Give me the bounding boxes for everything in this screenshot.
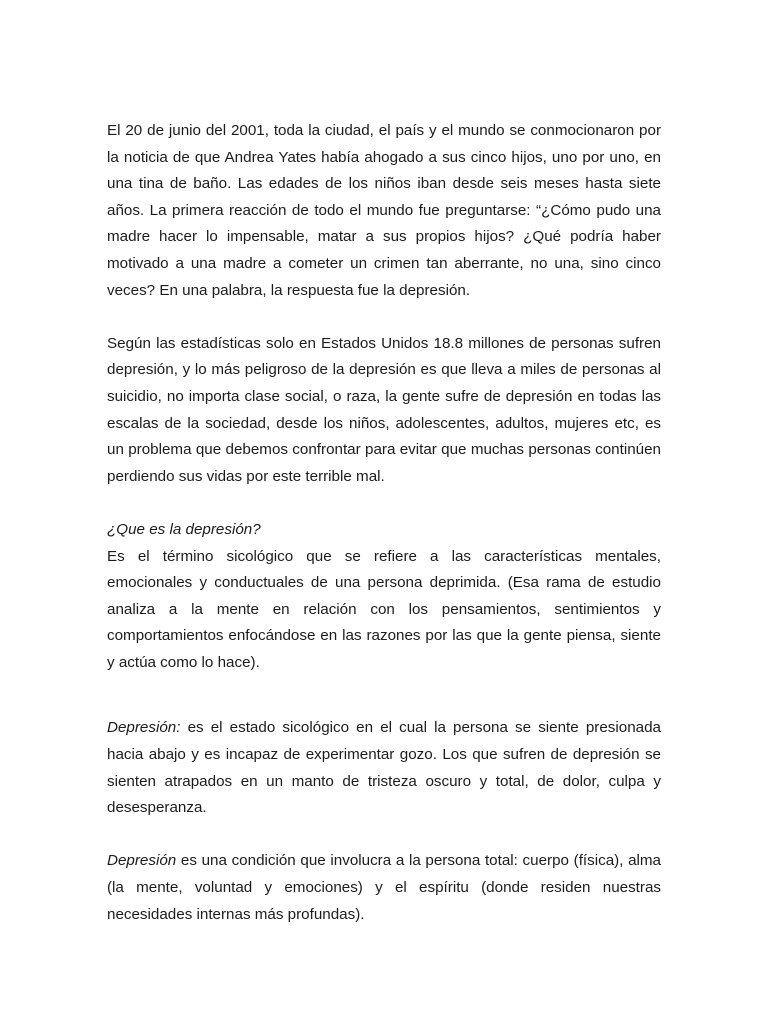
paragraph-statistics: Según las estadísticas solo en Estados Unidos 18.8 millones de personas sufren depresión, y lo más peligroso de la depresión es que lleva a miles de personas al suicidio, no importa clase social, o raza, la gente sufre de depresión en todas las escalas de la sociedad, desde los niños, adolescentes, adultos, mujeres etc, es un problema que debemos confrontar para evitar que muchas personas continúen perdiendo sus vidas por este terrible mal.: [107, 334, 661, 485]
paragraph-andrea-yates: El 20 de junio del 2001, toda la ciudad, el país y el mundo se conmocionaron por la noticia de que Andrea Yates había ahogado a sus cinco hijos, uno por uno, en una tina de baño. Las edades de los niños iban desde seis meses hasta siete años. La primera reacción de todo el mundo fue preguntarse: “¿Cómo pudo una madre hacer lo impensable, matar a sus propios hijos? ¿Qué podría haber motivado a una madre a cometer un crimen tan aberrante, no una, sino cinco veces? En una palabra, la respuesta fue la depresión.: [107, 122, 661, 299]
paragraph-depresion-state: [107, 715, 661, 821]
document-body: [107, 118, 661, 928]
paragraph-depresion-condition-text: es una condición que involucra a la persona total: cuerpo (física), alma (la mente, voluntad y emociones) y el espíritu (donde residen nuestras necesidades internas más profundas).: [107, 852, 661, 923]
term-depresion: Depresión: [107, 852, 177, 870]
paragraph-depresion-state-text: es el estado sicológico en el cual la persona se siente presionada hacia abajo y es incapaz de experimentar gozo. Los que sufren de depresión se sienten atrapados en un manto de tristeza oscuro y total, de dolor, culpa y desesperanza.: [107, 719, 661, 817]
paragraph-depresion-condition: [107, 848, 661, 928]
term-depresion: Depresión:: [107, 719, 181, 737]
section-heading-question: ¿Que es la depresión?: [107, 520, 261, 538]
paragraph-definition: Es el término sicológico que se refiere a las características mentales, emocionales y conductuales de una persona deprimida. (Esa rama de estudio analiza a la mente en relación con los pensamientos, sentimientos y comportamientos enfocándose en las razones por las que la gente piensa, siente y actúa como lo hace).: [107, 547, 661, 671]
